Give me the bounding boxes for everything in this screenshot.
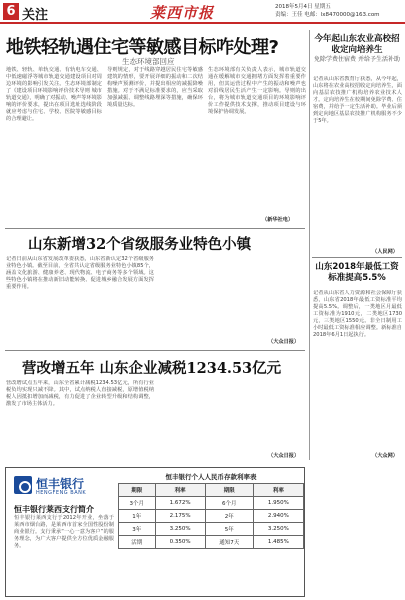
lead-source: （新华社电） xyxy=(262,217,294,223)
editor-line: 责编：王佳 电邮：lx8470000@163.com xyxy=(275,12,380,18)
right-story-2-body: 记者从山东省人力资源和社会保障厅获悉，山东省2018年最低工资标准平均提高5.5%。调整后，一类地区月最低工资标准为1910元，二类地区1730元，三类地区1550元。非全日制用工小时最低工资标准相应调整。新标准自2018年6月1日起执行。 xyxy=(313,290,402,338)
rate-table-caption: 恒丰银行个人人民币存款利率表 xyxy=(165,473,257,481)
bank-logo-icon xyxy=(14,476,32,494)
page-number: 6 xyxy=(3,3,19,20)
rate-table xyxy=(118,472,304,549)
table-row: 3年 3.250% 5年 3.250% xyxy=(119,523,304,536)
rate-table-header: 期限 利率 期限 利率 xyxy=(119,484,304,497)
column-divider xyxy=(309,30,310,460)
section-divider xyxy=(5,228,305,229)
right-story-1-headline: 今年起山东农业高校招收定向培养生 xyxy=(314,34,400,55)
story-2-body: 记者日前从山东省发展改革委获悉，山东省新认定32个省级服务业特色小镇。截至目前，全省共认定省级服务业特色小镇85个，涵盖文化旅游、健康养老、现代物流、电子商务等多个领域。这些特色小镇将在推动新旧动能转换、促进城乡融合发展方面发挥重要作用。 xyxy=(6,256,154,290)
right-story-2-headline: 山东2018年最低工资标准提高5.5% xyxy=(315,262,399,283)
right-story-1-subheadline: 免除学费住宿费 并给予生活补助 xyxy=(314,56,400,63)
lead-headline: 地铁轻轨遇住宅等敏感目标咋处理? xyxy=(6,37,279,58)
story-2-source: （大众日报） xyxy=(268,339,300,345)
lead-subheadline: 生态环境部回应 xyxy=(122,57,175,66)
bank-advertisement xyxy=(5,467,305,597)
bank-description: 恒丰银行莱西支行于2012年开业，坐落于莱西市烟台路，是莱西市首家全国性股份制商业银行。支行秉承“一心一意为客户”的服务理念，为广大客户提供全方位优质金融服务。 xyxy=(14,515,114,549)
issue-date: 2018年5月4日 星期五 xyxy=(275,4,331,10)
bank-title: 恒丰银行莱西支行简介 xyxy=(14,505,94,514)
lead-body-column-3: 生态环境部有关负责人表示，城市轨道交通在缓解城市交通拥堵方面发挥着重要作用，但其运营过程中产生的振动和噪声也对沿线居民生活产生一定影响。导则的出台，将为城市轨道交通项目的环境影响评价工作提供技术支撑，推动项目建设与环境保护协调发展。 xyxy=(208,67,306,115)
story-3-source: （大众日报） xyxy=(268,453,300,459)
story-3-body: 营改增试点五年来，山东全省累计减税1234.53亿元，所有行业税负均实现只减不降。其中，试点纳税人直接减税，原增值税纳税人因抵扣增加而减税，有力促进了企业转型升级和结构调整，激发了市场主体活力。 xyxy=(6,380,154,407)
section-title: 关注 xyxy=(22,8,49,23)
story-3-headline: 营改增五年 山东企业减税1234.53亿元 xyxy=(22,360,282,377)
lead-body-column-1: 地铁、轻轨、单轨交通、有轨电车交通、中低速磁浮等城市轨道交通建设项目对周边环境的影响引发关注。生态环境部制定了《建设项目环境影响评价技术导则 城市轨道交通》，明确了对振动、噪声等环境影响的评价要求，提出在项目选址选线阶段就应考虑与住宅、学校、医院等敏感目标的合理避让。 xyxy=(6,67,102,122)
story-2-headline: 山东新增32个省级服务业特色小镇 xyxy=(28,236,252,253)
masthead-meta xyxy=(275,3,403,19)
table-row: 3个月 1.672% 6个月 1.950% xyxy=(119,497,304,510)
lead-body-column-2: 导则规定，对于线路穿越居民住宅等敏感建筑的情形，要开展详细的振动和二次结构噪声预测评价，并提出相应的减振降噪措施。对于不满足标准要求的，应当采取加强减振、调整线路埋深等措施，确保环境质量达标。 xyxy=(107,67,203,108)
section-divider-2 xyxy=(5,350,305,351)
right-divider xyxy=(312,257,402,258)
bank-logo: 恒丰银行 HENGFENG BANK xyxy=(14,474,109,498)
table-row: 1年 2.175% 2年 2.940% xyxy=(119,510,304,523)
newspaper-logo: 莱西市报 xyxy=(150,4,215,22)
right-story-1-body: 记者从山东省教育厅获悉，从今年起，山东将在农业高校招收定向培养生，面向基层农技推广机构培养农业技术人才。定向培养生在校期间免除学费、住宿费，并给予一定生活补助。毕业后须到定向地区基层农技推广机构服务不少于5年。 xyxy=(313,76,402,124)
right-story-2-source: （大众网） xyxy=(372,453,398,459)
table-row: 活期 0.350% 通知7天 1.485% xyxy=(119,536,304,549)
masthead xyxy=(0,0,405,24)
right-story-1-source: （人民网） xyxy=(372,249,398,255)
